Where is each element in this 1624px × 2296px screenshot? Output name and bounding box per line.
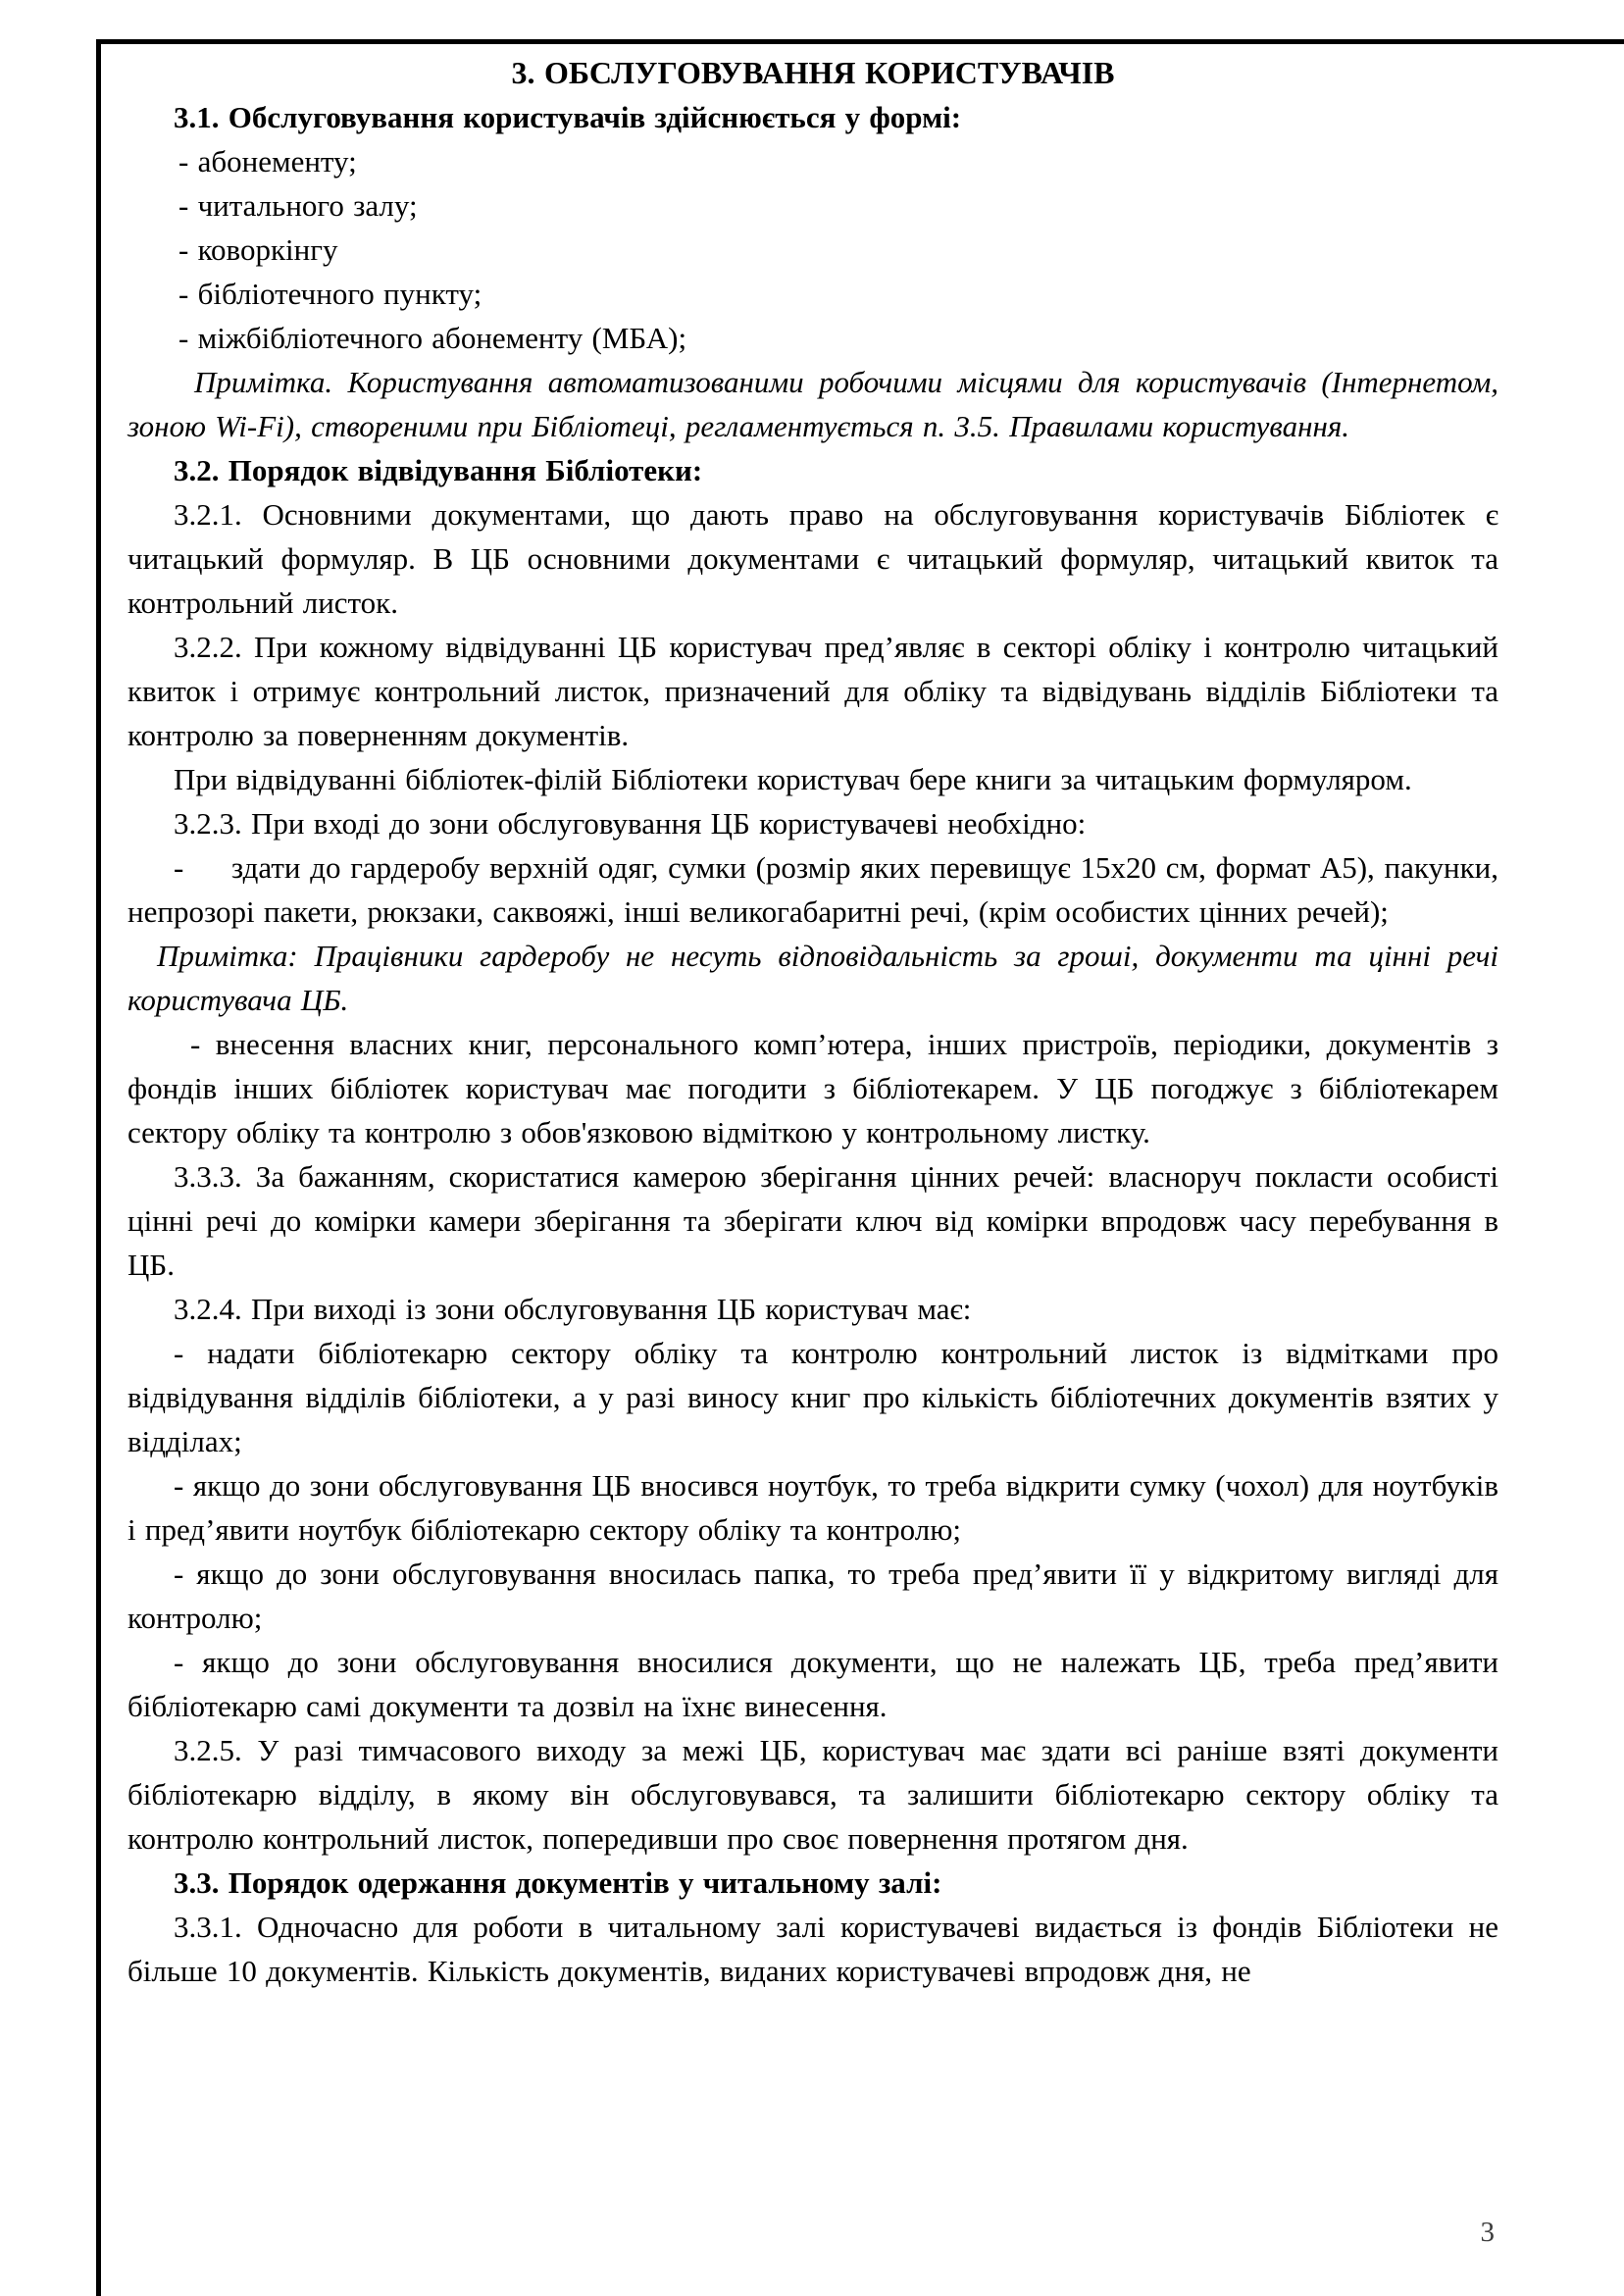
scan-edge-line-top <box>96 39 1624 44</box>
list-item: - міжбібліотечного абонементу (МБА); <box>178 321 687 355</box>
body-paragraph: 3.3.1. Одночасно для роботи в читальному залі користувачеві видається із фондів Бібліотеки не більше 10 документів. Кількість документів, виданих користувачеві впродовж дня, не <box>127 1910 1498 1988</box>
scan-edge-line-left <box>96 39 101 2296</box>
list-item: - бібліотечного пункту; <box>178 277 482 311</box>
page-title: 3. ОБСЛУГОВУВАННЯ КОРИСТУВАЧІВ <box>511 55 1115 90</box>
list-item: - читального залу; <box>178 188 418 223</box>
body-paragraph: 3.2.5. У разі тимчасового виходу за межі ЦБ, користувач має здати всі раніше взяті документи бібліотекарю відділу, в якому він обслуговувався, та залишити бібліотекарю сектору обліку та контролю контрольний листок, попередивши про своє повернення протягом дня. <box>127 1733 1498 1856</box>
note-paragraph: Примітка. Користування автоматизованими робочими місцями для користувачів (Інтернетом, зоною Wi-Fi), створеними при Бібліотеці, регламентується п. 3.5. Правилами користування. <box>127 365 1498 443</box>
body-paragraph: 3.2.1. Основними документами, що дають право на обслуговування користувачів Бібліотек є читацький формуляр. В ЦБ основними документами є читацький формуляр, читацький квиток та контрольний листок. <box>127 497 1498 620</box>
body-paragraph: 3.3.3. За бажанням, скористатися камерою зберігання цінних речей: власноруч покласти особисті цінні речі до комірки камери зберігання та зберігати ключ від комірки впродовж часу перебування в ЦБ. <box>127 1159 1498 1282</box>
list-item: - абонементу; <box>178 144 357 179</box>
section-heading: 3.2. Порядок відвідування Бібліотеки: <box>174 453 703 487</box>
body-paragraph: 3.2.4. При виході із зони обслуговування ЦБ користувач має: <box>174 1292 972 1326</box>
body-paragraph: - якщо до зони обслуговування ЦБ вносився ноутбук, то треба відкрити сумку (чохол) для ноутбуків і пред’явити ноутбук бібліотекарю сектору обліку та контролю; <box>127 1468 1498 1547</box>
body-paragraph: - внесення власних книг, персонального комп’ютера, інших пристроїв, періодики, документів з фондів інших бібліотек користувач має погодити з бібліотекарем. У ЦБ погоджує з бібліотекарем сектору обліку та контролю з обов'язковою відміткою у контрольному листку. <box>127 1027 1498 1149</box>
note-paragraph: Примітка: Працівники гардеробу не несуть відповідальність за гроші, документи та цінні речі користувача ЦБ. <box>127 939 1498 1017</box>
document-body <box>127 51 1498 1993</box>
page-number: 3 <box>1480 2217 1495 2248</box>
body-paragraph: - здати до гардеробу верхній одяг, сумки (розмір яких перевищує 15х20 см, формат А5), пакунки, непрозорі пакети, рюкзаки, саквояжі, інші великогабаритні речі, (крім особистих цінних речей); <box>127 850 1498 929</box>
body-paragraph: - надати бібліотекарю сектору обліку та контролю контрольний листок із відмітками про відвідування відділів бібліотеки, а у разі виносу книг про кількість бібліотечних документів взятих у відділах; <box>127 1336 1498 1458</box>
section-heading: 3.1. Обслуговування користувачів здійснюється у формі: <box>174 100 962 134</box>
body-paragraph: - якщо до зони обслуговування вносилась папка, то треба пред’явити її у відкритому вигляді для контролю; <box>127 1556 1498 1635</box>
body-paragraph: 3.2.3. При вході до зони обслуговування ЦБ користувачеві необхідно: <box>174 806 1087 841</box>
section-heading: 3.3. Порядок одержання документів у читальному залі: <box>174 1865 942 1900</box>
list-item: - коворкінгу <box>178 232 338 267</box>
body-paragraph: При відвідуванні бібліотек-філій Бібліотеки користувач бере книги за читацьким формуляром. <box>174 762 1412 796</box>
body-paragraph: - якщо до зони обслуговування вносилися документи, що не належать ЦБ, треба пред’явити бібліотекарю самі документи та дозвіл на їхнє винесення. <box>127 1645 1498 1723</box>
body-paragraph: 3.2.2. При кожному відвідуванні ЦБ користувач пред’являє в секторі обліку і контролю читацький квиток і отримує контрольний листок, призначений для обліку та відвідувань відділів Бібліотеки та контролю за поверненням документів. <box>127 630 1498 752</box>
